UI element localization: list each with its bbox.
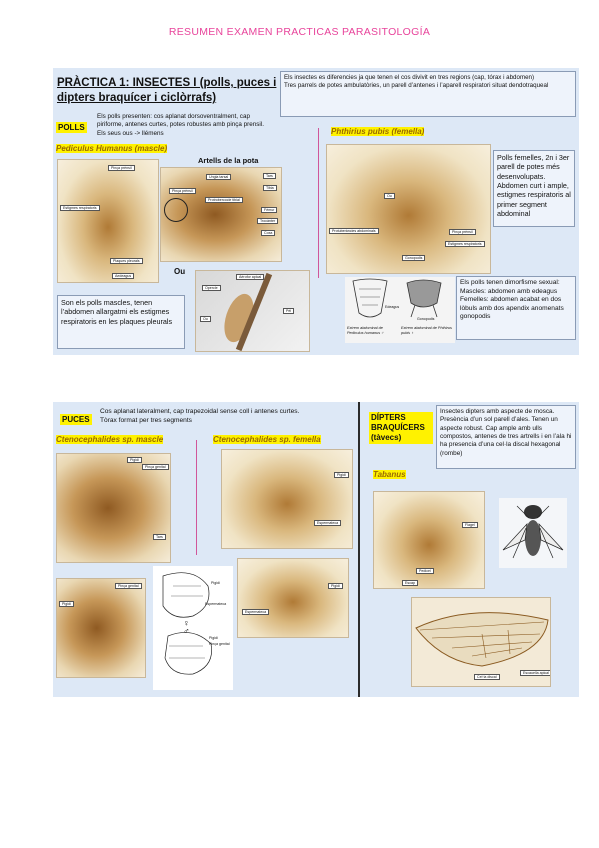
slide2-divider-flea [196,440,197,555]
label-detail-pigidi: Pigidi [59,601,74,607]
label-detail-f-espermateca: Espermateca [242,609,269,615]
slide1-divider [318,128,319,278]
label-protrobercocle: Protrobercocle tibial [205,197,243,203]
flea-female-detail-photo [237,558,349,638]
fly-svg [499,498,567,568]
label-aedeagus: Aedeagus [112,273,134,279]
flea-line-drawing [153,566,233,690]
slide1-heading: PRÀCTICA 1: INSECTES I (polls, puces i dipters braquícer i ciclòrrafs) [57,77,277,104]
flea-male-photo [56,453,171,563]
drawing-pigidi-1: Pigidi [211,581,220,585]
label-protuberancies: Protuberàncies abdominals [329,228,379,234]
label-coxa: Coxa [261,230,275,236]
label-detail-pinca: Pinça genital [115,583,142,589]
polls-tag: POLLS [58,123,85,132]
puces-tag: PUCES [62,415,90,424]
phthirius-photo [326,144,491,274]
flea-male-detail-photo [56,578,146,678]
label-opercle: Opercle [202,285,221,291]
label-estigmes: Estigmes respiratoris [60,205,100,211]
label-detail-f-pigidi: Pigidi [328,583,343,589]
insects-intro-box: Els insectes es diferencies ja que tenen el cos divivit en tres regions (cap, tórax i abdomen) Tres parrels de potes ambulatòries, un parell d’antenes i l’aparell respiratori situat dendotraqueal [280,71,576,117]
ou-label: Ou [174,267,186,276]
slide-puces-dipters [53,402,579,697]
polls-description: Els polls presenten: cos aplanat dorsoventralment, cap piriforme, antenes curtes, potes robustes amb pinça prensil. Els seus ous -> llémens [97,113,264,137]
label-tars: Tars [263,173,276,179]
label-ou-pubis: Ou [384,193,395,199]
drawing-label-gonopodis: Gonopodis [417,317,435,321]
ctenocephalides-male-title: Ctenocephalides sp. mascle [56,435,164,444]
drawing-label-edeagus: Edeagus [385,305,400,309]
tabanus-antenna-photo [373,491,485,589]
label-pinca-prensil-pota: Pinça prènsil [169,188,196,194]
puces-description: Cos aplanat lateralment, cap trapezoidal sense coll i antenes curtes. Tòrax format per tres segments [100,408,300,424]
dipters-box: Insectes dipters amb aspecte de mosca. Presència d’un sol parell d’ales. Tenen un aspecte robust. Cap ample amb ulls compostos, antenes de tres artrells i en l’ala hi ha presencia d’una cel·la discal hexagonal (rombe) [436,405,576,469]
phthirius-title: Phthirius pubis (femella) [331,127,425,136]
label-tars-male: Tars [153,534,166,540]
dipters-tag: DÍPTERS BRAQUÍCERS (tàvecs) [369,412,433,444]
label-pigidi-male: Pigidi [127,457,142,463]
slide2-divider-dipters [358,402,360,697]
pota-photo [160,167,282,262]
label-gonopodis: Gonopodis [402,255,425,261]
drawing-pigidi-2: Pigidi [209,636,218,640]
pota-circle [164,198,188,222]
label-tibia: Tibia [263,185,277,191]
label-escap: Escap [402,580,418,586]
label-escauella: Escauella apical [520,670,551,676]
symbol-female: ♀ [183,618,190,628]
females-box: Polls femelles, 2n i 3er parell de potes més desenvolupats. Abdomen curt i ample, estigmes respiratoris al primer segment abdominal [493,150,575,227]
label-plaques-pleurals: Plaques pleurals [110,258,143,264]
flea-female-photo [221,449,353,549]
drawing-caption-1: Extrem abdominal de Pediculus humanus ♂ [347,326,385,335]
dimorphism-box: Els polls tenen dimorfisme sexual: Mascles: abdomen amb edeagus Femelles: abdomen acabat en dos lòbuls amb dos apendix anomenats gonopodis [456,276,576,340]
artells-title: Artells de la pota [198,156,259,165]
flea-drawing-svg [153,566,233,690]
label-femur: Fèmur [261,207,277,213]
symbol-male: ♂ [183,626,190,636]
drawing-caption-2: Extrem abdominal de Phthirus pubis ♀ [401,326,452,335]
ou-photo [195,270,310,352]
tabanus-title: Tabanus [373,470,406,479]
label-pinca-pubis: Pinça prènsil [449,229,476,235]
label-cella-discal: Cel·la discal [474,674,500,680]
label-trocanter: Trocànter [257,218,278,224]
drawing-pinca-genital: Pinça genital [209,642,230,646]
drawing-espermateca: Espermateca [205,602,227,606]
pediculus-title: Pediculus Humanus (mascle) [56,144,168,153]
pediculus-photo [57,159,159,283]
tabanus-fly-drawing [499,498,567,568]
label-flagel: Flagel [462,522,478,528]
label-estigmes-pubis: Estigmes respiratoris [445,241,485,247]
label-pinca-prensil: Pinça prènsil [108,165,135,171]
label-aerofor: Aèrofor apical [236,274,264,280]
slide-practica-1 [53,68,579,355]
abdomen-drawing-svg [345,277,455,325]
label-pel: Pèl [283,308,294,314]
document-title: RESUMEN EXAMEN PRACTICAS PARASITOLOGÍA [168,26,431,38]
ctenocephalides-female-title: Ctenocephalides sp. femella [213,435,321,444]
abdominal-drawings [345,277,455,343]
label-ungla-tarsal: Ungla tarsal [206,174,231,180]
label-ou: Ou [200,316,211,322]
label-pinca-genital-male: Pinça genital [142,464,169,470]
tabanus-wing-photo [411,597,551,687]
males-box: Son els polls mascles, tenen l’abdomen allargatmi els estigmes respiratoris en les plaques pleurals [57,295,185,349]
label-pigidi-female: Pigidi [334,472,349,478]
label-pedicel: Pedicel [416,568,434,574]
label-espermateca-female: Espermateca [314,520,341,526]
